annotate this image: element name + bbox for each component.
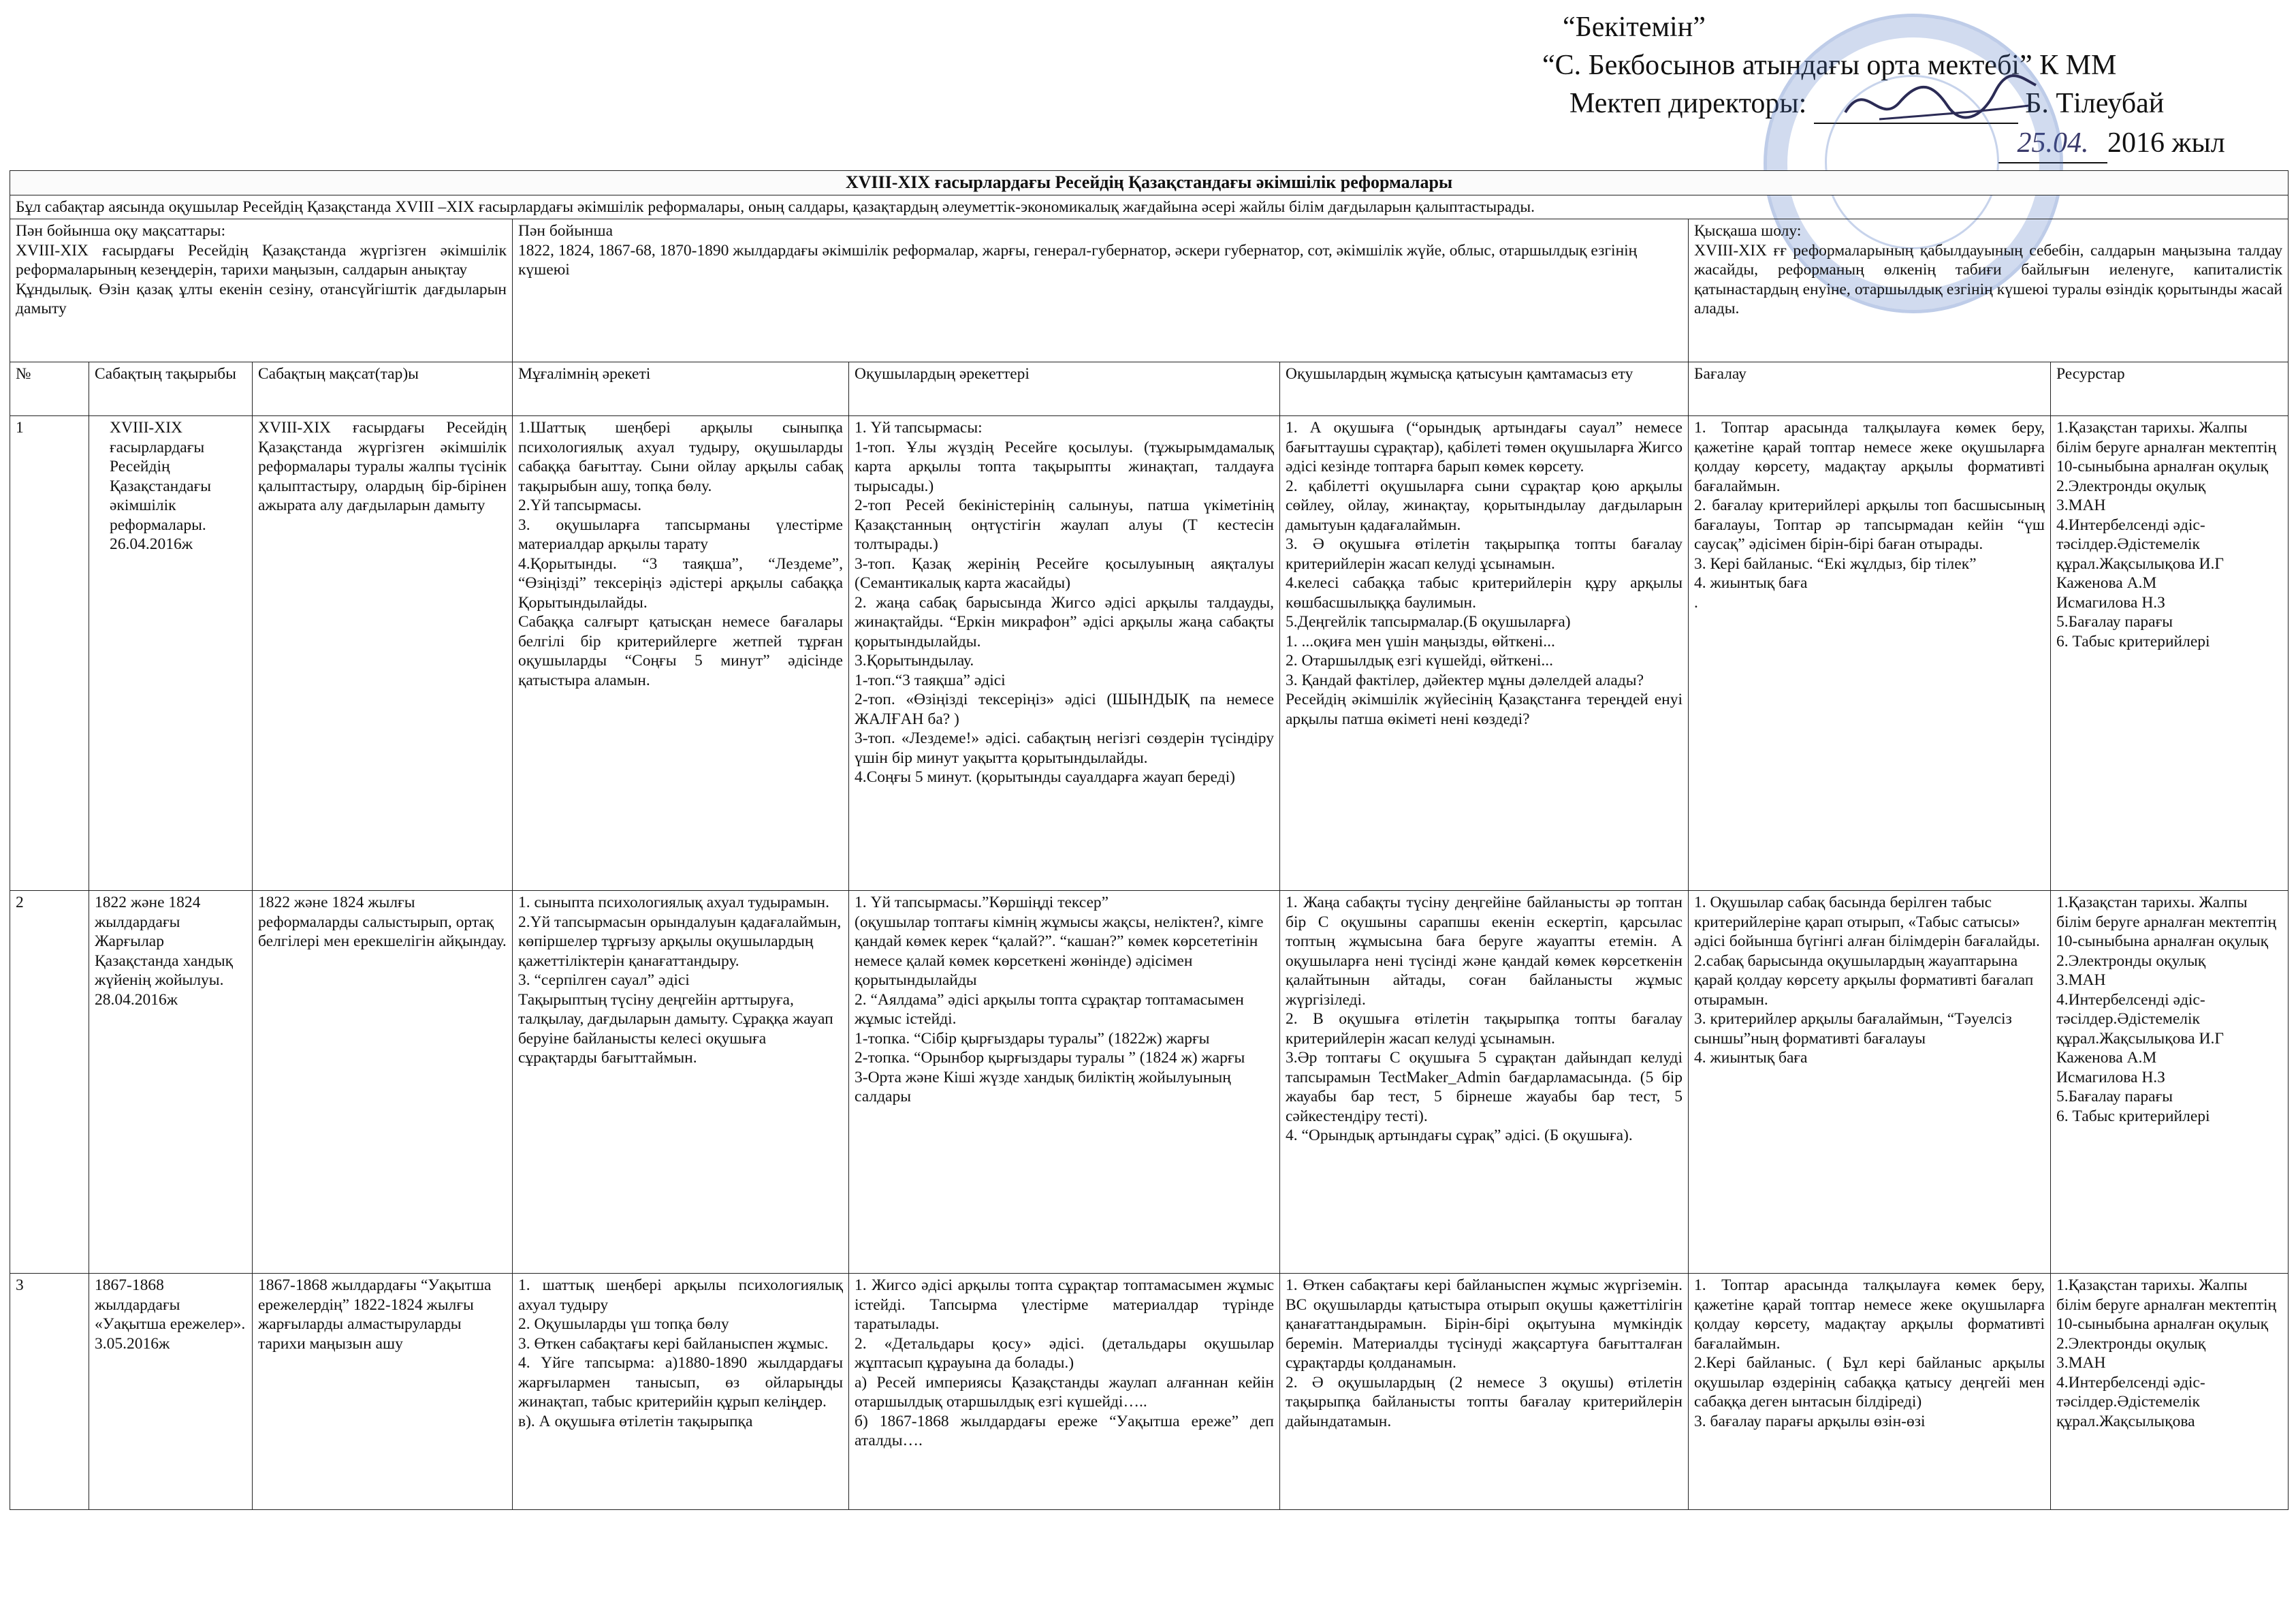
row-students: 1. Үй тапсырмасы.”Көршіңді тексер” (оқушылар топтағы кімнің жұмысы жақсы, неліктен?, кімге қандай көмек керек “қалай?”. “кашан?” көмек көрсететінін немесе қалай көмек көрсеткені жөнінде) әдісімен қорытындылайды 2. “Аялдама” әдісі арқылы топта сұрақтар топтамасымен жұмыс істейді. 1-топка. “Сібір қырғыздары туралы” (1822ж) жарғы 2-топка. “Орынбор қырғыздары туралы ” (1824 ж) жарғы 3-Орта және Кіші жүзде хандық биліктің жойылуының салдары [849,891,1280,1274]
row-assess: 1. Оқушылар сабақ басында берілген табыс критерийлеріне қарап отырып, «Табыс сатысы» әдісі бойынша бүгінгі алған білімдерін бағалайды. 2.сабақ барысында оқушылардың жауаптарына қарай қолдау көрсету арқылы формативті бағалап отырамын. 3. критерийлер арқылы бағалаймын, “Тәуелсіз сыншы”ның формативті бағалауы 4. жиынтық баға [1689,891,2051,1274]
row-num: 1 [10,416,89,891]
header-topic: Сабақтың тақырыбы [89,362,253,416]
header-num: № [10,362,89,416]
goals-subject-content: Пән бойынша 1822, 1824, 1867-68, 1870-1890 жылдардағы әкімшілік реформалар, жарғы, генерал-губернатор, әскери губернатор, сот, әкімшілік жүйе, облыс, отаршылдық езгінің күшеюі [513,219,1689,362]
approval-title: “Бекітемін” [1563,12,1706,43]
director-name: Б. Тілеубай [2025,88,2165,119]
row-teacher: 1. шаттық шеңбері арқылы психологиялық ахуал тудыру 2. Оқушыларды үш топқа бөлу 3. Өткен сабақтағы кері байланыспен жұмыс. 4. Үйге тапсырма: а)1880-1890 жылдардағы жарғылармен танысып, өз ойларыңды жинақтап, табыс критерийін құрып келіңдер. в). А оқушыға өтілетін тақырыпқа [513,1274,849,1510]
row-goal: 1867-1868 жылдардағы “Уақытша ережелердің” 1822-1824 жылғы жарғыларды алмастыруларды тарихи маңызын ашу [253,1274,513,1510]
header-teacher: Мұғалімнің әрекеті [513,362,849,416]
table-row [10,416,2289,891]
goals-summary: Қысқаша шолу: XVIII-XIX ғғ реформаларының қабылдауының себебін, салдарын маңызына талдау жасайды, реформаның өлкенің табиғи байлығын иеленуге, капиталистік қатынастардың енуіне, отаршылдық езгінің күшеюі туралы өзіндік қорытынды жасай алады. [1689,219,2289,362]
header-goal: Сабақтың мақсат(тар)ы [253,362,513,416]
header-resources: Ресурстар [2051,362,2289,416]
goals-learning-objectives: Пән бойынша оқу мақсаттары: XVIII-XIX ғасырдағы Ресейдің Қазақстанда жүргізген әкімшілік реформаларының кезеңдерін, тарихи маңызын, салдарын анықтау Құндылық. Өзін қазақ ұлты екенін сезіну, отансүйгіштік дағдыларын дамыту [10,219,513,362]
row-teacher: 1. сыныпта психологиялық ахуал тудырамын. 2.Үй тапсырмасын орындалуын қадағалаймын, көпіршелер тұрғызу арқылы оқушылардың қажеттіліктерін қанағаттандыру. 3. “серпілген сауал” әдісі Тақырыптың түсіну деңгейін арттыруға, талқылау, дағдыларын дамыту. Сұраққа жауап беруіне байланысты келесі оқушыға сұрақтарды бағыттаймын. [513,891,849,1274]
row-students: 1. Үй тапсырмасы: 1-топ. Ұлы жүздің Ресейге қосылуы. (тұжырымдамалық карта арқылы топта тақырыпты жинақтап, талдауға тырысады.) 2-топ Ресей бекіністерінің салынуы, патша үкіметінің Қазақстанның оңтүстігін жаулап алуы (Т кестесін толтырады.) 3-топ. Қазақ жерінің Ресейге қосылуының аяқталуы (Семантикалық карта жасайды) 2. жаңа сабақ барысында Жигсо әдісі арқылы талдауды, жинақтайды. “Еркін микрафон” әдісі арқылы жаңа сабақты қорытындылайды. 3.Қорытындылау. 1-топ.“3 таяқша” әдісі 2-топ. «Өзіңізді тексеріңіз» әдісі (ШЫНДЫҚ па немесе ЖАЛҒАН ба? ) 3-топ. «Лездеме!» әдісі. сабақтың негізгі сөздерін түсіндіру үшін бір минут уақытта қорытындылайды. 4.Соңғы 5 минут. (қорытынды сауалдарға жауап береді) [849,416,1280,891]
row-assess: 1. Топтар арасында талқылауға көмек беру, қажетіне қарай топтар немесе жеке оқушыларға қолдау көрсету, мадақтау арқылы формативті бағалаймын. 2. бағалау критерийлері арқылы топ басшысының бағалауы, Топтар әр тапсырмадан кейін “үш саусақ” әдісімен бірін-бірі баған отырады. 3. Кері байланыс. “Екі жұлдыз, бір тілек” 4. жиынтық баға . [1689,416,2051,891]
row-engage: 1. Өткен сабақтағы кері байланыспен жұмыс жүргіземін. ВС оқушыларды қатыстыра отырып оқушы қажеттілігін қанағаттандырамын. Бірін-бірі оқытуына мүмкіндік беремін. Материалды түсінуді жақсартуға бағытталған сұрақтарды қолданамын. 2. Ә оқушылардың (2 немесе 3 оқушы) өтілетін тақырыпқа байланысты топты бағалау критерийлерін дайындатамын. [1280,1274,1689,1510]
approval-date [1542,124,2278,163]
signature-line [1814,84,2018,124]
table-row [10,891,2289,1274]
row-resources: 1.Қазақстан тарихы. Жалпы білім беруге арналған мектептің 10-сыныбына арналған оқулық 2.Электронды оқулық 3.МАН 4.Интербелсенді әдіс-тәсілдер.Әдістемелік құрал.Жақсылықова И.Г Каженова А.М Исмагилова Н.З 5.Бағалау парағы 6. Табыс критерийлері [2051,891,2289,1274]
date-day: 25.04. [1998,124,2107,163]
director-line [1542,84,2278,124]
date-year: 2016 жыл [2107,127,2225,159]
director-label: Мектеп директоры: [1569,88,1807,119]
header-engage: Оқушылардың жұмысқа қатысуын қамтамасыз ету [1280,362,1689,416]
row-engage: 1. Жаңа сабақты түсіну деңгейіне байланысты әр топтан бір С оқушыны сарапшы екенін ескертіп, қарсылас топтың жұмысына баға беруге жауапты етемін. А оқушыларға нені түсінді және қандай көмек көрсеткенін қалайтынын айтады, соған байланысты жұмыс жүргізіледі. 2. В оқушыға өтілетін тақырыпқа топты бағалау критерийлерін жасап келуді ұсынамын. 3.Әр топтағы С оқушыға 5 сұрақтан дайындап келуді тапсырамын TectMaker_Admin бағдарламасында. (5 бір жауабы бар тест, 5 бірнеше жауабы бар тест, 5 сәйкестендіру тесті). 4. “Орындық артындағы сұрақ” әдісі. (Б оқушыға). [1280,891,1689,1274]
row-students: 1. Жигсо әдісі арқылы топта сұрақтар топтамасымен жұмыс істейді. Тапсырма үлестірме материалдар түрінде таратылады. 2. «Детальдары қосу» әдісі. (детальдары оқушылар жұптасып құрауына да болады.) а) Ресей империясы Қазақстанды жаулап алғаннан кейін отаршылдық отаршылдық езгі күшейді….. б) 1867-1868 жылдардағы ереже “Уақытша ереже” деп аталды…. [849,1274,1280,1510]
table-header-row [10,362,2289,416]
header-assess: Бағалау [1689,362,2051,416]
row-resources: 1.Қазақстан тарихы. Жалпы білім беруге арналған мектептің 10-сыныбына арналған оқулық 2.Электронды оқулық 3.МАН 4.Интербелсенді әдіс-тәсілдер.Әдістемелік құрал.Жақсылықова [2051,1274,2289,1510]
row-teacher: 1.Шаттық шеңбері арқылы сыныпқа психологиялық ахуал тудыру, оқушыларды сабаққа бағыттау. Сыни ойлау арқылы сабақ тақырыбын ашу, топқа бөлу. 2.Үй тапсырмасы. 3. оқушыларға тапсырманы үлестірме материалдар арқылы тарату 4.Қорытынды. “3 таяқша”, “Лездеме”, “Өзіңізді” тексеріңіз әдістері арқылы сабаққа Қорытындылайды. Сабаққа салғырт қатысқан немесе бағалары белгілі бір критерийлерге жетпей тұрған оқушыларды “Соңғы 5 минут” әдісінде қатыстыра аламын. [513,416,849,891]
row-num: 2 [10,891,89,1274]
row-assess: 1. Топтар арасында талқылауға көмек беру, қажетіне қарай топтар немесе жеке оқушыларға қолдау көрсету, мадақтау арқылы формативті бағалаймын. 2.Кері байланыс. ( Бұл кері байланыс арқылы оқушылар өздерінің сабаққа қатысу деңгейі мен сабаққа деген ынтасын білдіреді) 3. бағалау парағы арқылы өзін-өзі [1689,1274,2051,1510]
header-students: Оқушылардың әрекеттері [849,362,1280,416]
row-goal: 1822 және 1824 жылғы реформаларды салыстырып, ортақ белгілері мен ерекшелігін айқындау. [253,891,513,1274]
lesson-plan-table [10,170,2289,1510]
row-resources: 1.Қазақстан тарихы. Жалпы білім беруге арналған мектептің 10-сыныбына арналған оқулық 2.Электронды оқулық 3.МАН 4.Интербелсенді әдіс-тәсілдер.Әдістемелік құрал.Жақсылықова И.Г Каженова А.М Исмагилова Н.З 5.Бағалау парағы 6. Табыс критерийлері [2051,416,2289,891]
row-num: 3 [10,1274,89,1510]
approval-block [1542,8,2278,163]
school-name: “С. Бекбосынов атындағы орта мектебі” К ММ [1542,50,2117,81]
row-topic: XVIII-XIX ғасырлардағы Ресейдің Қазақстандағы әкімшілік реформалары. 26.04.2016ж [89,416,253,891]
row-goal: XVIII-XIX ғасырдағы Ресейдің Қазақстанда жүргізген әкімшілік реформалары туралы жалпы түсінік қалыптастыру, олардың бір-бірінен ажырата алу дағдыларын дамыту [253,416,513,891]
table-title: XVIII-XIX ғасырлардағы Ресейдің Қазақстандағы әкімшілік реформалары [10,171,2289,195]
row-topic: 1822 және 1824 жылдардағы Жарғылар Қазақстанда хандық жүйенің жойылуы. 28.04.2016ж [89,891,253,1274]
row-topic: 1867-1868 жылдардағы «Уақытша ережелер». 3.05.2016ж [89,1274,253,1510]
table-objective: Бұл сабақтар аясында оқушылар Ресейдің Қазақстанда XVIII –XIX ғасырлардағы әкімшілік реформалары, оның салдары, қазақтардың әлеуметтік-экономикалық жағдайына әсері жайлы білім дағдыларын қалыптастырады. [10,195,2289,219]
row-engage: 1. А оқушыға (“орындық артындағы сауал” немесе бағыттаушы сұрақтар), қабілеті төмен оқушыларға Жигсо әдісі кезінде топтарға барып көмек көрсету. 2. қабілетті оқушыларға сыни сұрақтар қою арқылы сөйлеу, ойлау, жинақтау, қорытындылау дағдыларын дамытуын қадағалаймын. 3. Ә оқушыға өтілетін тақырыпқа топты бағалау критерийлерін жасап келуді ұсынамын. 4.келесі сабаққа табыс критерийлерін құру арқылы көшбасшылыққа баулимын. 5.Деңгейлік тапсырмалар.(Б оқушыларға) 1. ...оқиға мен үшін маңызды, өйткені... 2. Отаршылдық езгі күшейді, өйткені... 3. Қандай фактілер, дәйектер мұны дәлелдей алады? Ресейдің әкімшілік жүйесінің Қазақстанға тереңдей енуі арқылы патша өкіметі нені көздеді? [1280,416,1689,891]
table-row [10,1274,2289,1510]
